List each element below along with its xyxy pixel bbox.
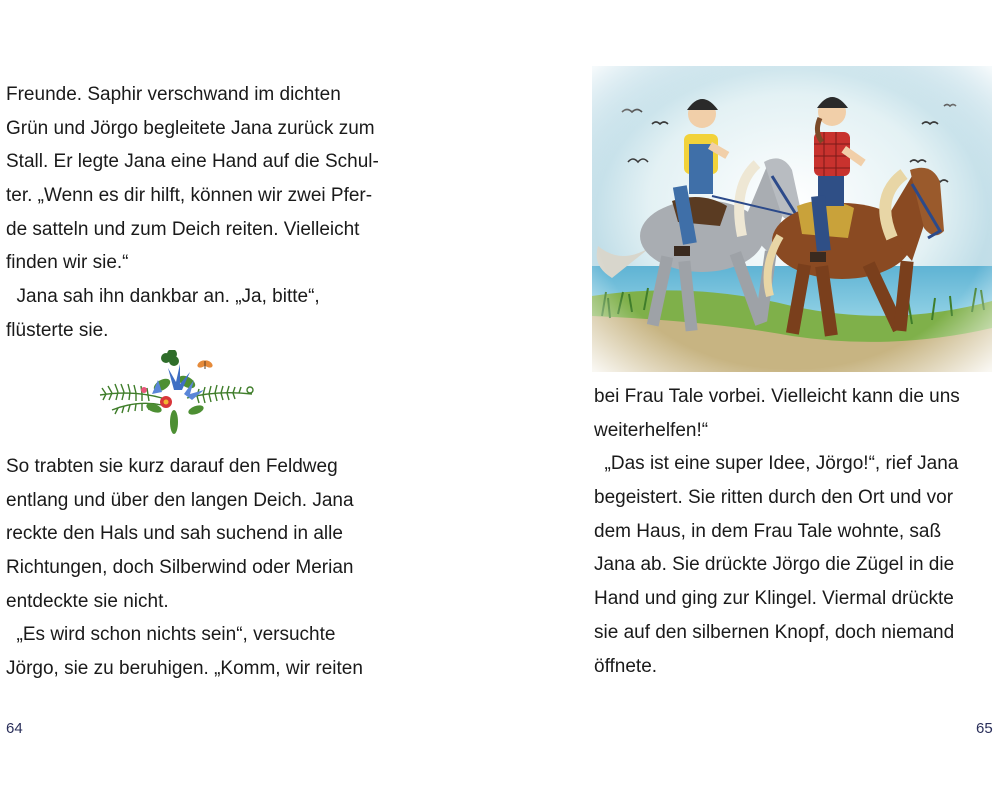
text-line: Stall. Er legte Jana eine Hand auf die Schul- xyxy=(6,151,379,173)
text-line: de satteln und zum Deich reiten. Vielleicht xyxy=(6,218,360,240)
text-line: flüsterte sie. xyxy=(6,319,109,341)
text-line: So trabten sie kurz darauf den Feldweg xyxy=(6,456,338,477)
text-line: bei Frau Tale vorbei. Vielleicht kann die uns xyxy=(594,386,960,407)
text-line: ter. „Wenn es dir hilft, können wir zwei Pfer- xyxy=(6,185,373,207)
text-line: sie auf den silbernen Knopf, doch niemand xyxy=(594,621,955,643)
page-number-left: 64 xyxy=(6,720,23,737)
text-line: Hand und ging zur Klingel. Viermal drückte xyxy=(594,588,954,610)
right-page xyxy=(500,0,1000,800)
text-line: öffnete. xyxy=(594,655,658,677)
text-line: „Das ist eine super Idee, Jörgo!“, rief Jana xyxy=(594,453,959,475)
text-line: Richtungen, doch Silberwind oder Merian xyxy=(6,557,354,579)
text-line: finden wir sie.“ xyxy=(6,252,129,274)
text-line: Jörgo, sie zu beruhigen. „Komm, wir reiten xyxy=(6,658,363,680)
text-line: entlang und über den langen Deich. Jana xyxy=(6,489,354,511)
text-line: weiterhelfen!“ xyxy=(594,419,709,441)
text-line: reckte den Hals und sah suchend in alle xyxy=(6,523,343,545)
text-line: begeistert. Sie ritten durch den Ort und vor xyxy=(594,487,954,509)
left-paragraph-2 xyxy=(6,450,363,686)
right-paragraph xyxy=(594,380,960,683)
text-line: Jana sah ihn dankbar an. „Ja, bitte“, xyxy=(6,286,320,308)
left-paragraph-1 xyxy=(6,78,379,348)
text-line: „Es wird schon nichts sein“, versuchte xyxy=(6,624,336,646)
text-line: Jana ab. Sie drückte Jörgo die Zügel in die xyxy=(594,554,955,576)
page-number-right: 65 xyxy=(976,720,993,737)
riders-illustration xyxy=(592,66,992,372)
text-line: entdeckte sie nicht. xyxy=(6,590,169,612)
text-line: Freunde. Saphir verschwand im dichten xyxy=(6,84,341,105)
text-line: dem Haus, in dem Frau Tale wohnte, saß xyxy=(594,520,942,542)
floral-ornament-icon xyxy=(92,350,257,442)
text-line: Grün und Jörgo begleitete Jana zurück zum xyxy=(6,117,375,139)
